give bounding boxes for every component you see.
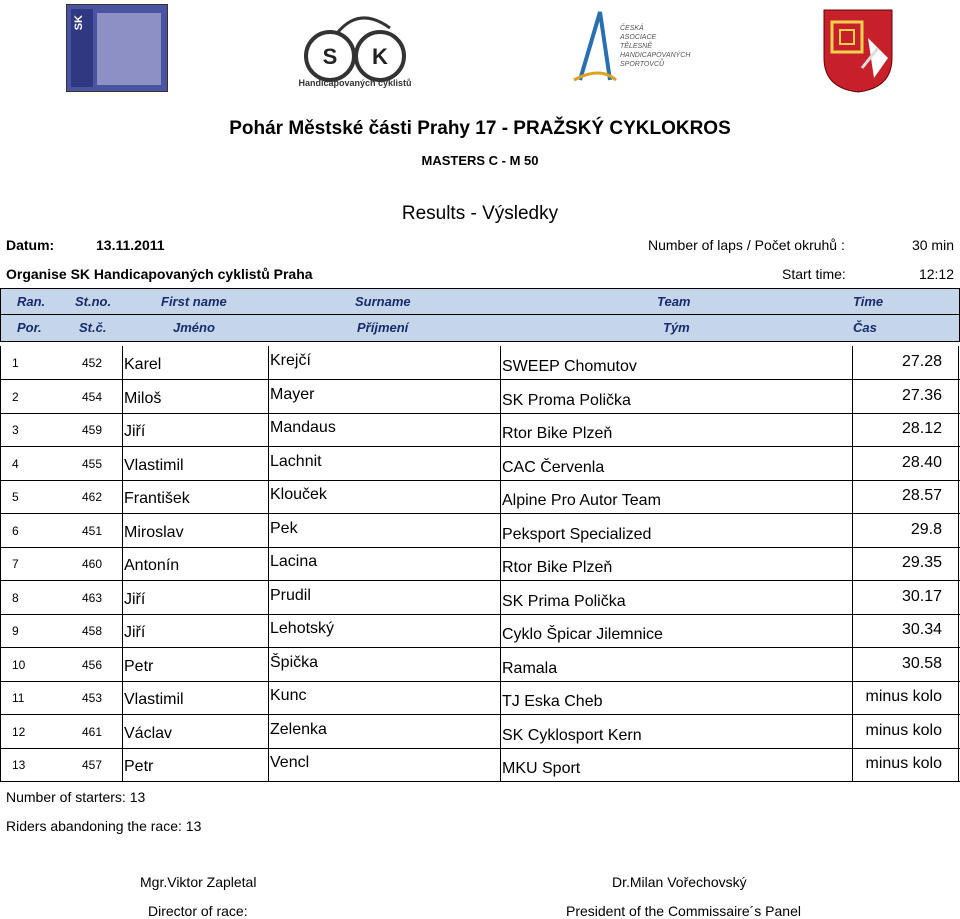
cell-team: SWEEP Chomutov (502, 358, 637, 375)
column-divider (0, 748, 1, 782)
column-divider (852, 547, 853, 581)
cell-first-name: Vlastimil (124, 456, 184, 474)
cell-position: 9 (12, 624, 19, 638)
column-divider (500, 514, 501, 548)
cell-start-number: 462 (82, 490, 103, 504)
cell-team: Cyklo Špicar Jilemnice (502, 626, 663, 643)
director-role: Director of race: (148, 903, 248, 919)
date-value: 13.11.2011 (96, 237, 165, 253)
col-team-cz: Tým (663, 320, 690, 335)
cell-time: minus kolo (865, 688, 942, 705)
cell-surname: Lachnit (270, 452, 322, 470)
cell-surname: Vencl (270, 754, 310, 771)
cell-time: 29.8 (910, 520, 942, 538)
table-row (0, 581, 960, 615)
column-divider (500, 380, 501, 414)
column-divider (500, 614, 501, 648)
cell-surname: Pek (270, 519, 298, 537)
column-divider (852, 346, 853, 380)
cell-surname: Kunc (270, 687, 307, 704)
cell-position: 4 (12, 456, 19, 471)
column-divider (0, 346, 1, 380)
column-divider (268, 380, 269, 414)
column-divider (958, 547, 959, 581)
col-pos-en: Ran. (17, 294, 46, 309)
column-divider (0, 715, 1, 749)
column-divider (0, 514, 1, 548)
cell-time: minus kolo (865, 755, 942, 772)
cell-start-number: 461 (82, 724, 103, 739)
table-row (0, 413, 960, 447)
column-divider (268, 547, 269, 581)
col-time-en: Time (853, 294, 884, 309)
column-divider (958, 480, 959, 514)
column-divider (122, 514, 123, 548)
cell-start-number: 451 (82, 523, 103, 538)
cell-first-name: Miroslav (124, 523, 184, 541)
sk-handicap-logo (290, 6, 420, 92)
column-divider (122, 581, 123, 615)
cell-team: Peksport Specialized (502, 525, 652, 543)
column-divider (122, 748, 123, 782)
catas-line-1: ČESKÁ (620, 25, 644, 32)
column-divider (122, 715, 123, 749)
column-divider (0, 648, 1, 682)
cell-start-number: 456 (82, 657, 103, 672)
cell-position: 13 (12, 758, 26, 772)
cell-time: 30.17 (901, 587, 942, 605)
cell-first-name: Karel (124, 356, 162, 373)
column-divider (122, 614, 123, 648)
cell-first-name: Petr (124, 657, 154, 675)
column-divider (0, 681, 1, 715)
cell-time: 28.12 (901, 420, 942, 437)
col-st-cz: St.č. (79, 320, 107, 335)
cell-surname: Mayer (270, 385, 315, 403)
table-row (0, 380, 960, 414)
column-divider (0, 547, 1, 581)
column-divider (500, 748, 501, 782)
cell-surname: Krejčí (270, 352, 311, 369)
results-title: Results - Výsledky (401, 203, 559, 224)
cell-surname: Špička (270, 653, 319, 671)
cell-surname: Lehotský (270, 620, 335, 637)
cell-time: 28.57 (901, 487, 942, 504)
cell-time: 27.28 (901, 353, 942, 370)
column-divider (122, 413, 123, 447)
cell-start-number: 460 (82, 557, 103, 571)
cell-first-name: Vlastimil (124, 691, 184, 708)
table-row (0, 681, 960, 715)
president-role: President of the Commissaire´s Panel (566, 903, 801, 919)
catas-logo (570, 6, 700, 86)
column-divider (268, 748, 269, 782)
table-row (0, 748, 960, 782)
col-fn-en: First name (161, 294, 227, 309)
col-sn-en: Surname (355, 294, 411, 309)
column-divider (852, 748, 853, 782)
column-divider (958, 614, 959, 648)
column-divider (268, 514, 269, 548)
table-row (0, 346, 960, 380)
column-divider (500, 346, 501, 380)
column-divider (958, 514, 959, 548)
column-divider (958, 380, 959, 414)
cell-position: 8 (12, 590, 19, 605)
catas-line-2: ASOCIACE (620, 34, 657, 41)
logo-praha: Praha (349, 22, 375, 32)
cell-position: 3 (12, 423, 19, 437)
cell-start-number: 459 (82, 423, 103, 437)
abandoning-count: Riders abandoning the race: 13 (6, 818, 202, 834)
column-divider (958, 447, 959, 481)
col-team-en: Team (657, 294, 691, 309)
cell-position: 5 (12, 490, 19, 504)
cell-position: 10 (12, 657, 26, 672)
date-label: Datum: (6, 237, 55, 253)
column-divider (122, 480, 123, 514)
cell-time: 29.35 (901, 554, 942, 571)
column-divider (122, 547, 123, 581)
catas-line-5: SPORTOVCŮ (620, 61, 665, 68)
catas-line-3: TĚLESNĚ (620, 43, 652, 50)
cell-start-number: 458 (82, 624, 103, 638)
cell-start-number: 455 (82, 456, 103, 471)
cell-start-number: 463 (82, 590, 103, 605)
table-row (0, 514, 960, 548)
column-divider (268, 447, 269, 481)
cell-time: 28.40 (901, 453, 942, 471)
table-row (0, 447, 960, 481)
cell-time: minus kolo (865, 721, 942, 739)
column-divider (852, 514, 853, 548)
cell-team: SK Proma Polička (502, 391, 631, 409)
column-divider (500, 547, 501, 581)
column-divider (268, 715, 269, 749)
header-row-en (0, 288, 960, 315)
column-divider (852, 413, 853, 447)
cell-team: SK Prima Polička (502, 592, 626, 610)
catas-line-4: HANDICAPOVANÝCH (620, 52, 691, 59)
column-divider (500, 447, 501, 481)
col-pos-cz: Por. (17, 320, 42, 335)
column-divider (500, 581, 501, 615)
starters-count: Number of starters: 13 (6, 789, 146, 805)
column-divider (500, 413, 501, 447)
column-divider (122, 380, 123, 414)
column-divider (958, 346, 959, 380)
president-name: Dr.Milan Vořechovský (612, 874, 747, 890)
cell-surname: Lacina (270, 553, 318, 570)
cell-position: 7 (12, 557, 19, 571)
table-row (0, 715, 960, 749)
cell-surname: Prudil (270, 586, 311, 604)
column-divider (122, 681, 123, 715)
column-divider (0, 413, 1, 447)
cell-first-name: František (124, 490, 190, 507)
column-divider (268, 346, 269, 380)
column-divider (122, 648, 123, 682)
laps-label: Number of laps / Počet okruhů : (648, 237, 845, 253)
column-divider (0, 581, 1, 615)
laps-value: 30 min (911, 237, 954, 253)
column-divider (958, 715, 959, 749)
cell-position: 6 (12, 523, 19, 538)
cell-start-number: 454 (82, 389, 103, 404)
cell-first-name: Antonín (124, 557, 180, 574)
cell-position: 1 (12, 356, 19, 370)
column-divider (852, 380, 853, 414)
column-divider (268, 614, 269, 648)
logo-s: S (322, 44, 338, 69)
column-divider (958, 648, 959, 682)
column-divider (852, 614, 853, 648)
header-row-cz (0, 315, 960, 342)
start-value: 12:12 (918, 266, 954, 282)
category-title: MASTERS C - M 50 (421, 153, 539, 168)
cell-time: 30.58 (901, 654, 942, 672)
column-divider (0, 480, 1, 514)
cell-team: Rtor Bike Plzeň (502, 425, 613, 442)
column-divider (268, 648, 269, 682)
cell-start-number: 452 (82, 356, 103, 370)
cell-team: TJ Eska Cheb (502, 693, 603, 710)
cell-team: CAC Červenla (502, 458, 605, 476)
cell-time: 27.36 (901, 386, 942, 404)
column-divider (0, 380, 1, 414)
logo-k: K (372, 44, 388, 69)
logo-center-text: Handicapovaných cyklistů (298, 78, 412, 88)
logo-left-text: SK (73, 15, 85, 31)
column-divider (268, 681, 269, 715)
cell-start-number: 453 (82, 691, 103, 705)
cell-team: MKU Sport (502, 760, 581, 777)
column-divider (500, 480, 501, 514)
cell-surname: Zelenka (270, 720, 327, 738)
organiser: Organise SK Handicapovaných cyklistů Praha (6, 266, 313, 282)
cell-position: 2 (12, 389, 19, 404)
column-divider (958, 681, 959, 715)
column-divider (852, 648, 853, 682)
cell-first-name: Jiří (124, 423, 146, 440)
cell-first-name: Jiří (124, 624, 146, 641)
table-row (0, 547, 960, 581)
table-row (0, 648, 960, 682)
cell-surname: Mandaus (270, 419, 336, 436)
cell-team: Rtor Bike Plzeň (502, 559, 613, 576)
column-divider (958, 581, 959, 615)
page-title: Pohár Městské části Prahy 17 - PRAŽSKÝ CYKLOKROS (229, 118, 731, 139)
column-divider (958, 413, 959, 447)
cell-first-name: Jiří (124, 590, 146, 608)
column-divider (958, 748, 959, 782)
cell-position: 11 (12, 691, 25, 705)
cell-team: Ramala (502, 659, 558, 677)
column-divider (500, 715, 501, 749)
start-label: Start time: (782, 266, 846, 282)
cell-position: 12 (12, 724, 26, 739)
cell-time: 30.34 (901, 621, 942, 638)
col-fn-cz: Jméno (173, 320, 215, 335)
cell-team: SK Cyklosport Kern (502, 726, 642, 744)
table-row (0, 480, 960, 514)
results-table (0, 346, 960, 782)
column-divider (500, 681, 501, 715)
column-divider (122, 447, 123, 481)
cell-team: Alpine Pro Autor Team (502, 492, 661, 509)
col-time-cz: Čas (853, 320, 877, 335)
col-st-en: St.no. (75, 294, 112, 309)
coat-of-arms (822, 8, 894, 94)
cell-start-number: 457 (82, 758, 103, 772)
column-divider (122, 346, 123, 380)
column-divider (0, 614, 1, 648)
column-divider (500, 648, 501, 682)
cell-first-name: Petr (124, 758, 154, 775)
cell-first-name: Miloš (124, 389, 162, 407)
column-divider (268, 581, 269, 615)
table-row (0, 614, 960, 648)
col-sn-cz: Příjmení (357, 320, 409, 335)
column-divider (852, 480, 853, 514)
cell-surname: Klouček (270, 486, 327, 503)
director-name: Mgr.Viktor Zapletal (140, 874, 257, 890)
column-divider (852, 715, 853, 749)
column-divider (852, 581, 853, 615)
triangle-figure-icon (570, 6, 620, 86)
shield-icon (822, 8, 894, 94)
column-divider (852, 681, 853, 715)
column-divider (268, 413, 269, 447)
column-divider (0, 447, 1, 481)
cyclists-logo (66, 4, 168, 92)
column-divider (268, 480, 269, 514)
cell-first-name: Václav (124, 724, 173, 742)
column-divider (852, 447, 853, 481)
